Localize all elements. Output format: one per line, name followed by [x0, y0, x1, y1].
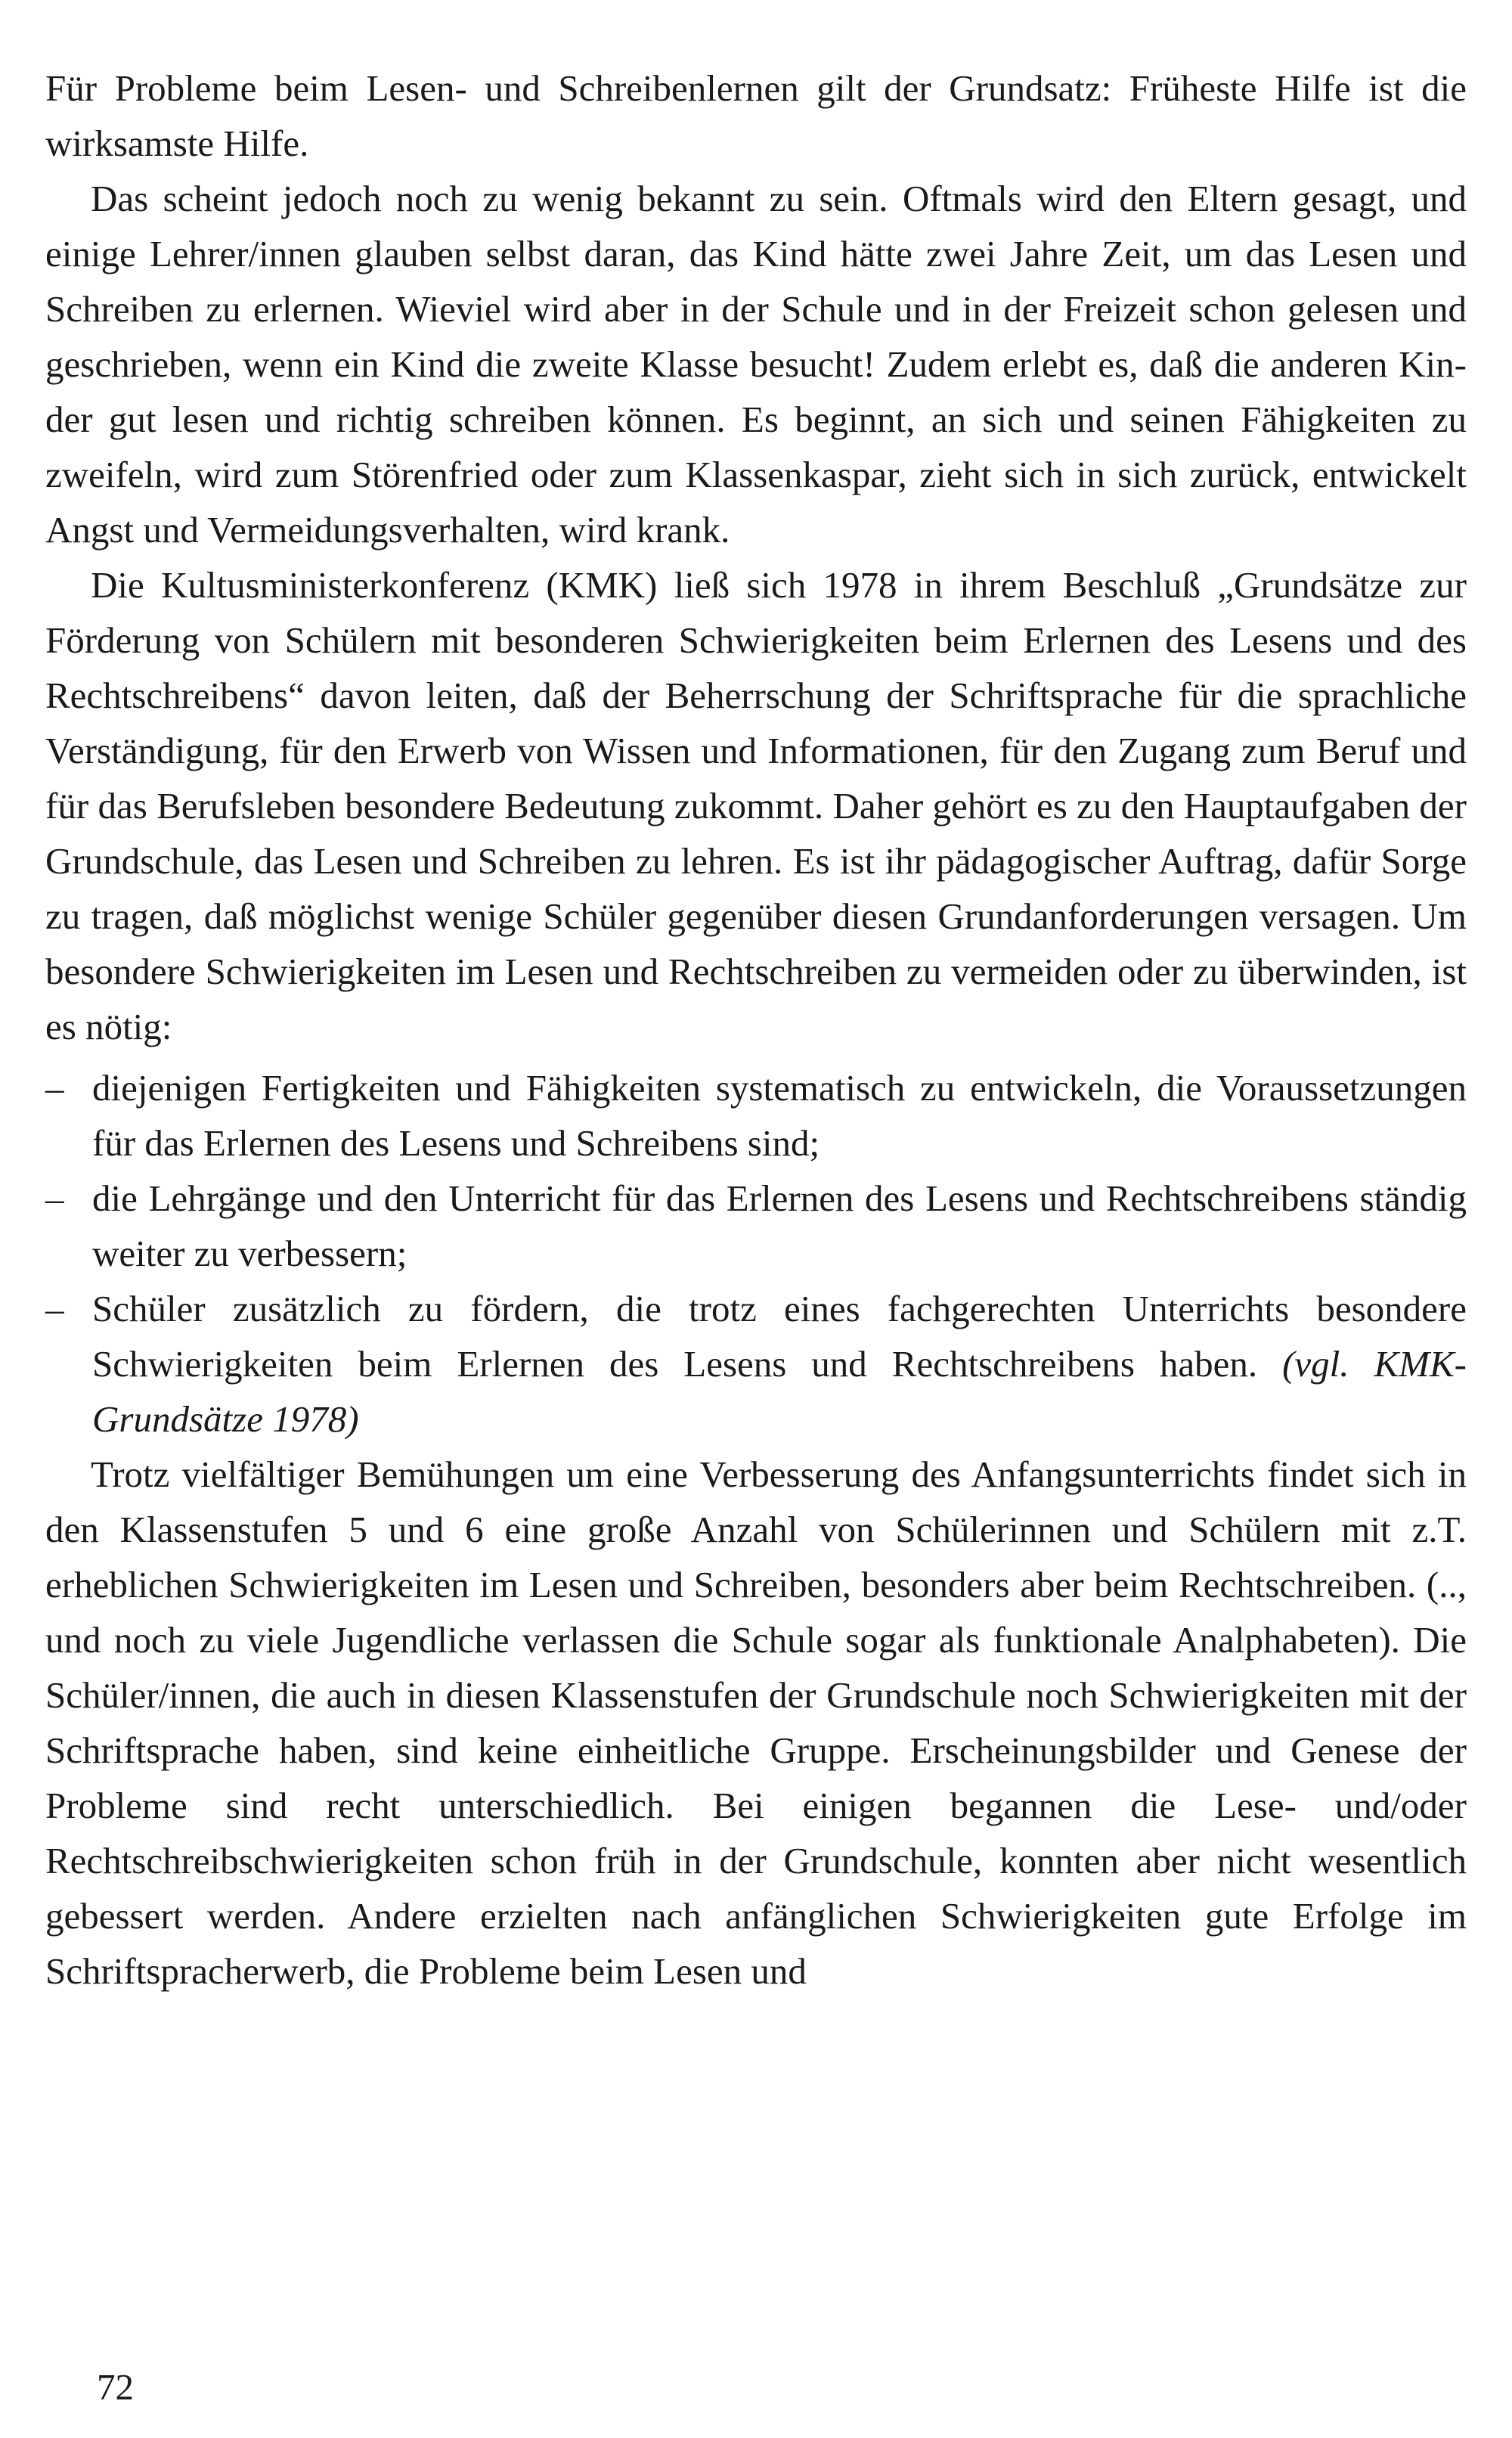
citation: (vgl. KMK-Grundsätze 1978): [92, 1343, 1467, 1440]
list-item: [45, 1281, 1467, 1447]
paragraph-intro: Für Probleme beim Lesen- und Schreibenlernen gilt der Grundsatz: Früheste Hilfe ist die wirksamste Hilfe.: [45, 67, 1467, 164]
requirements-list: [45, 1060, 1467, 1447]
dash-bullet: –: [45, 1177, 64, 1219]
list-item-text: die Lehrgänge und den Unterricht für das Erlernen des Lesens und Rechtschreibens ständig weiter zu verbessern;: [92, 1177, 1467, 1274]
paragraph-grade-levels: Trotz vielfältiger Bemühungen um eine Verbesserung des Anfangsunterrichts findet sich in den Klassenstufen 5 und 6 eine große Anzahl von Schülerinnen und Schülern mit z.T. erheblichen Schwierigkeiten im Lesen und Schreiben, besonders aber beim Rechtschreiben. (.., und noch zu viele Jugendliche verlassen die Schule sogar als funktionale Analphabeten). Die Schüler/innen, die auch in diesen Klassenstufen der Grundschule noch Schwierigkeiten mit der Schriftsprache haben, sind keine einheitliche Gruppe. Erscheinungsbilder und Genese der Probleme sind recht unterschiedlich. Bei einigen begannen die Lese- und/oder Rechtschreibschwierigkeiten schon früh in der Grundschule, konnten aber nicht wesentlich gebessert werden. Andere erzielten nach anfänglichen Schwierigkeiten gute Erfolge im Schriftspracherwerb, die Probleme beim Lesen und: [45, 1453, 1467, 1992]
list-item-text: Schüler zusätzlich zu fördern, die trotz eines fachgerechten Unterrichts besondere Schwierigkeiten beim Erlernen des Lesens und Rechtschreibens haben.: [92, 1288, 1467, 1385]
list-item-text: diejenigen Fertigkeiten und Fähigkeiten systematisch zu entwickeln, die Voraussetzungen für das Erlernen des Lesens und Schreibens sind;: [92, 1067, 1467, 1164]
paragraph-early-help: Das scheint jedoch noch zu wenig bekannt zu sein. Oftmals wird den Eltern gesagt, und einige Lehrer/innen glauben selbst daran, das Kind hätte zwei Jahre Zeit, um das Lesen und Schreiben zu erlernen. Wieviel wird aber in der Schule und in der Freizeit schon gelesen und geschrieben, wenn ein Kind die zweite Klasse besucht! Zudem erlebt es, daß die anderen Kinder gut lesen und richtig schreiben können. Es beginnt, an sich und seinen Fähigkeiten zu zweifeln, wird zum Störenfried oder zum Klassenkaspar, zieht sich in sich zurück, entwickelt Angst und Vermeidungsverhalten, wird krank.: [45, 178, 1467, 551]
document-page: [45, 60, 1467, 2405]
dash-bullet: –: [45, 1067, 64, 1109]
list-item: [45, 1060, 1467, 1171]
page-number: 72: [97, 2366, 134, 2408]
dash-bullet: –: [45, 1288, 64, 1329]
paragraph-kmk-resolution: Die Kultusministerkonferenz (KMK) ließ sich 1978 in ihrem Beschluß „Grundsätze zur Förderung von Schülern mit besonderen Schwierigkeiten beim Erlernen des Lesens und des Rechtschreibens“ davon leiten, daß der Beherrschung der Schriftsprache für die sprachliche Verständigung, für den Erwerb von Wissen und Informationen, für den Zugang zum Beruf und für das Berufsleben besondere Bedeutung zukommt. Daher gehört es zu den Hauptaufgaben der Grundschule, das Lesen und Schreiben zu lehren. Es ist ihr pädagogischer Auftrag, dafür Sorge zu tragen, daß möglichst wenige Schüler gegenüber diesen Grundanforderungen versagen. Um besondere Schwierigkeiten im Lesen und Rechtschreiben zu vermeiden oder zu überwinden, ist es nötig:: [45, 564, 1467, 1047]
list-item: [45, 1171, 1467, 1281]
